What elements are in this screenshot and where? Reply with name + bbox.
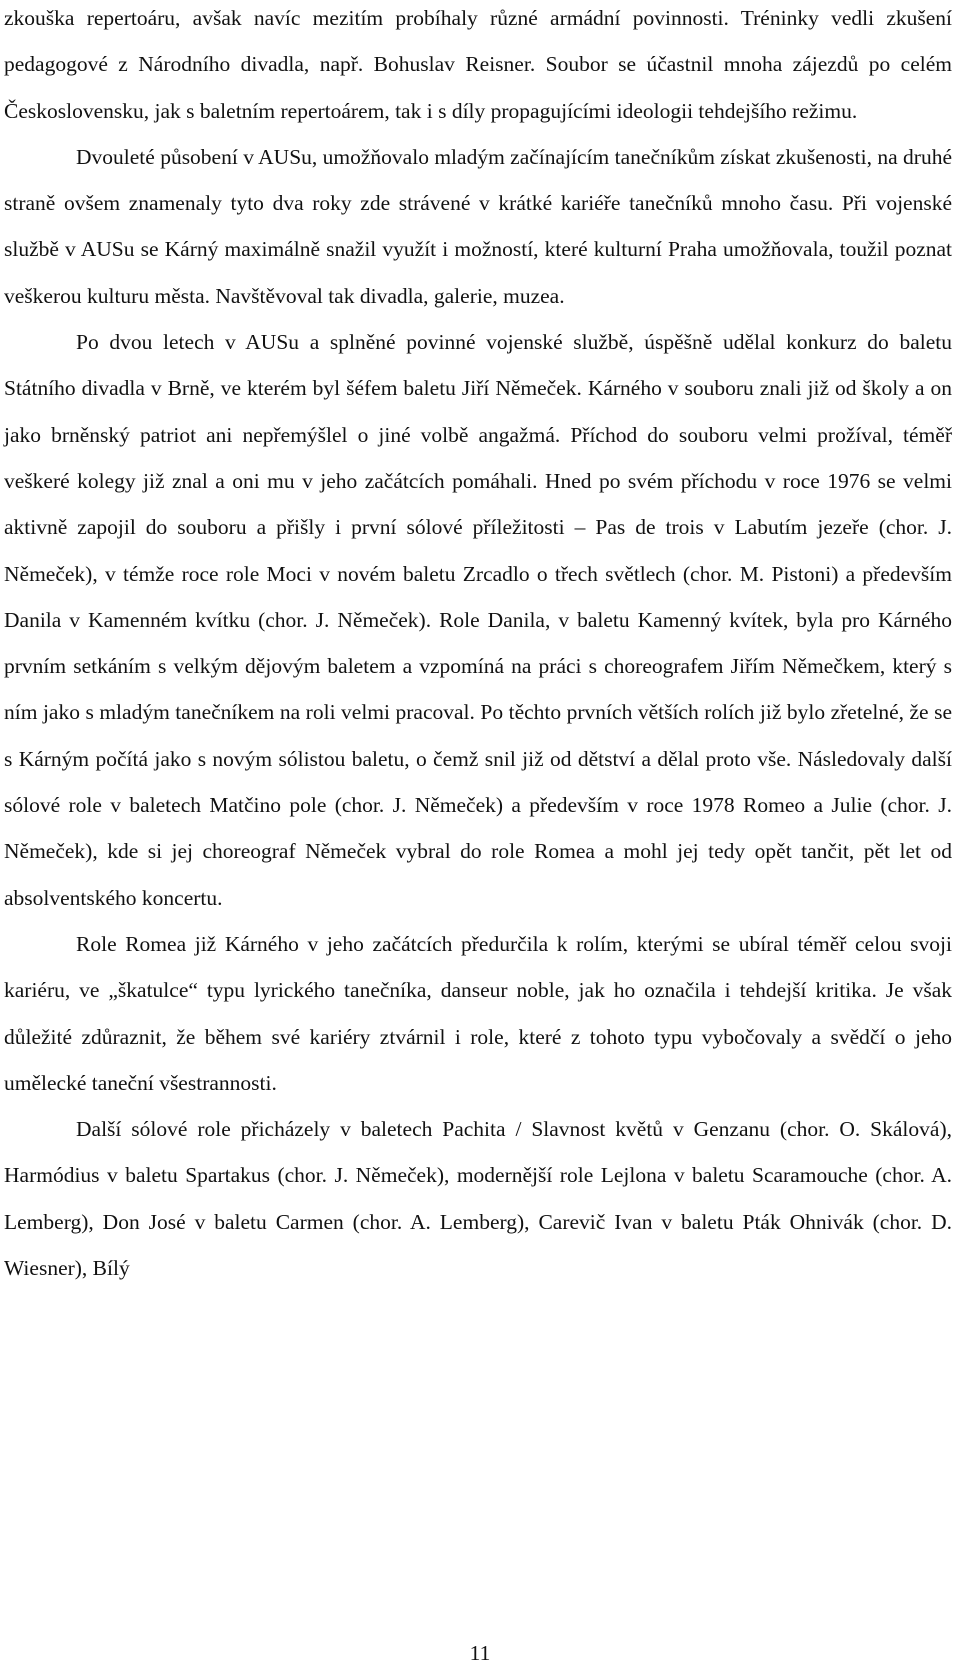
paragraph-5: Další sólové role přicházely v baletech Pachita / Slavnost květů v Genzanu (chor. O. Skálová), Harmódius v baletu Spartakus (chor. J. Němeček), modernější role Lejlona v baletu Scaramouche (chor. A. Lemberg), Don José v baletu Carmen (chor. A. Lemberg), Carevič Ivan v baletu Pták Ohnivák (chor. D. Wiesner), Bílý [4, 1117, 952, 1281]
paragraph-1: zkouška repertoáru, avšak navíc mezitím probíhaly různé armádní povinnosti. Tréninky vedli zkušení pedagogové z Národního divadla, např. Bohuslav Reisner. Soubor se účastnil mnoha zájezdů po celém Československu, jak s baletním repertoárem, tak i s díly propagujícími ideologii tehdejšího režimu. [4, 6, 952, 123]
paragraph-4: Role Romea již Kárného v jeho začátcích předurčila k rolím, kterými se ubíral téměř celou svoji kariéru, ve „škatulce“ typu lyrického tanečníka, danseur noble, jak ho označila i tehdejší kritika. Je však důležité zdůraznit, že během své kariéry ztvárnil i role, které z tohoto typu vybočovaly a svědčí o jeho umělecké taneční všestrannosti. [4, 931, 952, 1095]
body-text [4, 0, 952, 1291]
paragraph-3: Po dvou letech v AUSu a splněné povinné vojenské službě, úspěšně udělal konkurz do baletu Státního divadla v Brně, ve kterém byl šéfem baletu Jiří Němeček. Kárného v souboru znali již od školy a on jako brněnský patriot ani nepřemýšlel o jiné volbě angažmá. Příchod do souboru velmi prožíval, téměř veškeré kolegy již znal a oni mu v jeho začátcích pomáhali. Hned po svém příchodu v roce 1976 se velmi aktivně zapojil do souboru a přišly i první sólové příležitosti – Pas de trois v Labutím jezeře (chor. J. Němeček), v témže roce role Moci v novém baletu Zrcadlo o třech světlech (chor. M. Pistoni) a především Danila v Kamenném kvítku (chor. J. Němeček). Role Danila, v baletu Kamenný kvítek, byla pro Kárného prvním setkáním s velkým dějovým baletem a vzpomíná na práci s choreografem Jiřím Němečkem, který s ním jako s mladým tanečníkem na roli velmi pracoval. Po těchto prvních větších rolích již bylo zřetelné, že se s Kárným počítá jako s novým sólistou baletu, o čemž snil již od dětství a dělal proto vše. Následovaly další sólové role v baletech Matčino pole (chor. J. Němeček) a především v roce 1978 Romeo a Julie (chor. J. Němeček), kde si jej choreograf Němeček vybral do role Romea a mohl jej tedy opět tančit, pět let od absolventského koncertu. [4, 330, 952, 910]
paragraph-2: Dvouleté působení v AUSu, umožňovalo mladým začínajícím tanečníkům získat zkušenosti, na druhé straně ovšem znamenaly tyto dva roky zde strávené v krátké kariéře tanečníků mnoho času. Při vojenské službě v AUSu se Kárný maximálně snažil využít i možností, které kulturní Praha umožňovala, toužil poznat veškerou kulturu města. Navštěvoval tak divadla, galerie, muzea. [4, 144, 952, 308]
page-number: 11 [469, 1641, 491, 1665]
